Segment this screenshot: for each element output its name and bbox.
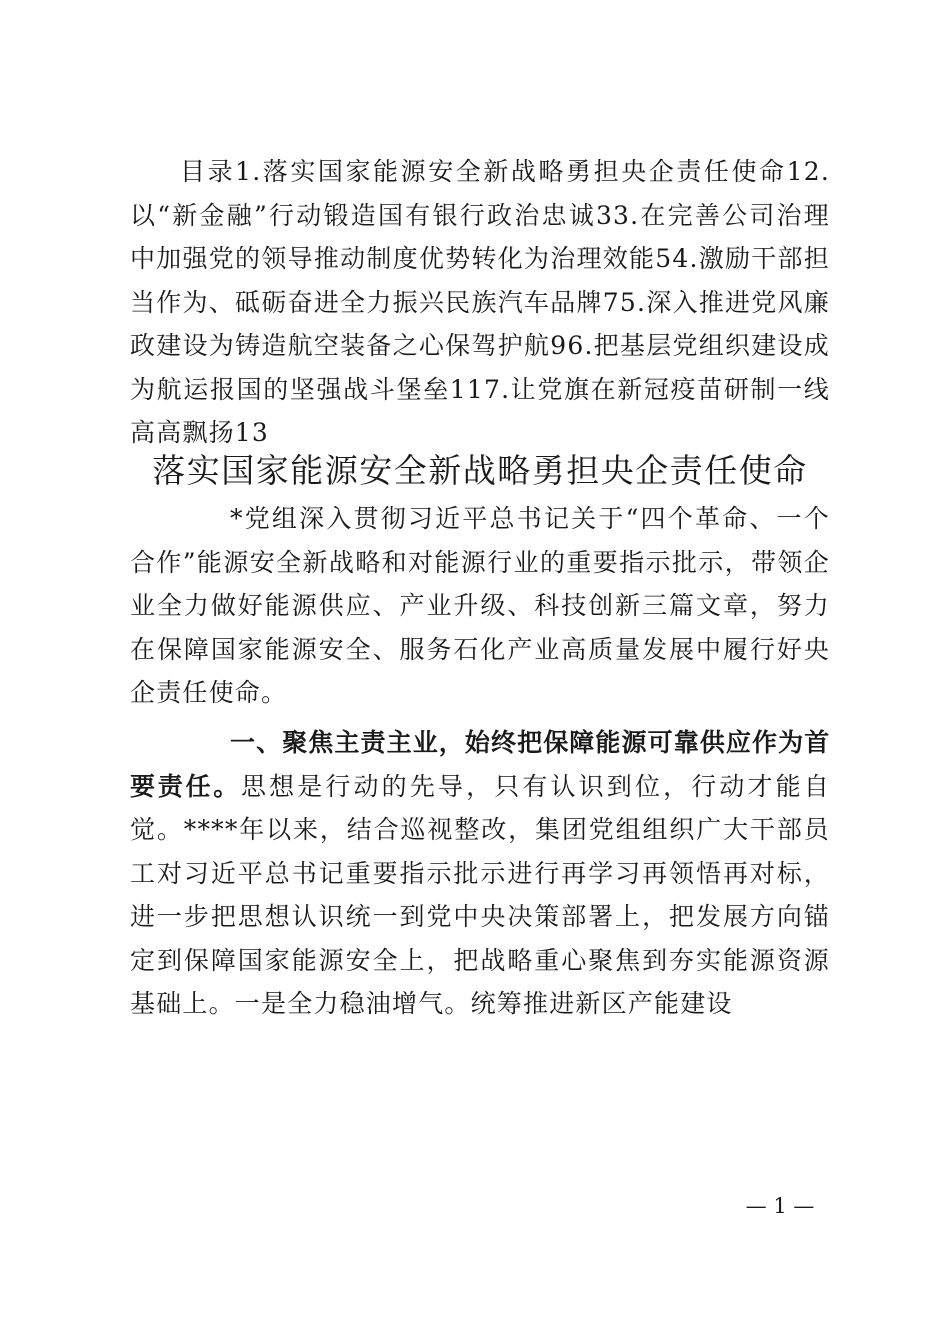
section-1-heading: 一、聚焦主责主业，始终把保障能源可靠供应作为首要责任。 <box>130 728 830 801</box>
section-1-body: 思想是行动的先导，只有认识到位，行动才能自觉。****年以来，结合巡视整改，集团党组组织广大干部员工对习近平总书记重要指示批示进行再学习再领悟再对标，进一步把思想认识统一到党中央决策部署上，把发展方向锚定到保障国家能源安全上，把战略重心聚焦到夯实能源资源基础上。一是全力稳油增气。统筹推进新区产能建设 <box>130 771 830 1018</box>
section-1-paragraph <box>130 721 830 1026</box>
table-of-contents: 目录1.落实国家能源安全新战略勇担央企责任使命12.以“新金融”行动锻造国有银行政治忠诚33.在完善公司治理中加强党的领导推动制度优势转化为治理效能54.激励干部担当作为、砥砺奋进全力振兴民族汽车品牌75.深入推进党风廉政建设为铸造航空装备之心保驾护航96.把基层党组织建设成为航运报国的坚强战斗堡垒117.让党旗在新冠疫苗研制一线高高飘扬13 <box>130 157 830 447</box>
article-title: 落实国家能源安全新战略勇担央企责任使命 <box>152 451 808 490</box>
intro-paragraph: *党组深入贯彻习近平总书记关于“四个革命、一个合作”能源安全新战略和对能源行业的重要指示批示，带领企业全力做好能源供应、产业升级、科技创新三篇文章，努力在保障国家能源安全、服务石化产业高质量发展中履行好央企责任使命。 <box>130 504 830 707</box>
page-number: — 1 — <box>745 1194 815 1218</box>
